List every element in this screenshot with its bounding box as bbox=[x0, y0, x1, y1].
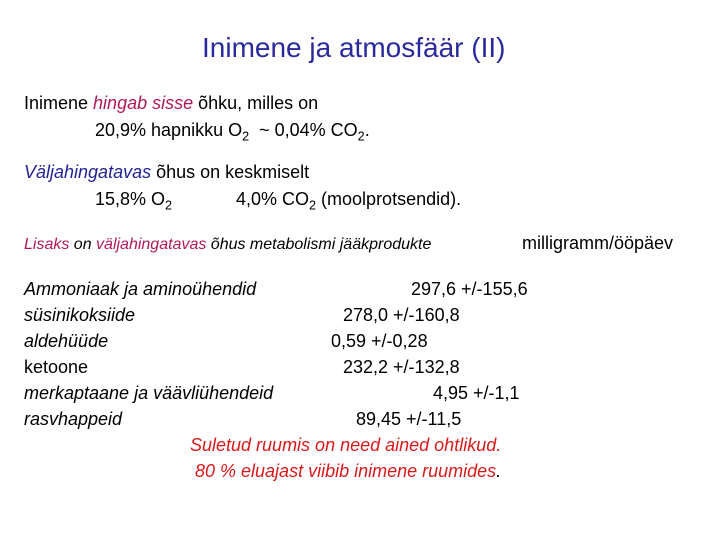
metabolite-value: 278,0 +/-160,8 bbox=[343, 305, 460, 325]
metabolites-heading-mid: on bbox=[69, 236, 97, 253]
metabolite-name: Ammoniaak ja aminoühendid bbox=[24, 279, 257, 299]
intro-text-pre: Inimene bbox=[24, 93, 94, 113]
oxygen-percent: 20,9% hapnikku O bbox=[95, 120, 243, 140]
metabolite-value: 0,59 +/-0,28 bbox=[331, 331, 428, 351]
intro-line-2 bbox=[95, 120, 370, 144]
exhale-unit-note: (moolprotsendid). bbox=[316, 189, 462, 209]
conclusion-line-1: Suletud ruumis on need ained ohtlikud. bbox=[190, 435, 502, 455]
intro-line-1 bbox=[24, 93, 318, 114]
intro-text-post: õhku, milles on bbox=[193, 93, 319, 113]
exhale-text-post: õhus on keskmiselt bbox=[151, 162, 310, 182]
exhale-o2-subscript: 2 bbox=[165, 198, 173, 213]
metabolite-value: 89,45 +/-11,5 bbox=[356, 409, 462, 429]
metabolites-heading bbox=[24, 236, 431, 254]
metabolite-name: süsinikoksiide bbox=[24, 305, 136, 325]
metabolite-value: 232,2 +/-132,8 bbox=[343, 357, 460, 377]
conclusion-period: . bbox=[496, 461, 502, 481]
conclusion-statement: 80 % eluajast viibib inimene ruumides bbox=[195, 461, 497, 481]
conclusion-line-2 bbox=[195, 461, 501, 482]
slide-title: Inimene ja atmosfäär (II) bbox=[202, 32, 506, 63]
unit-label: milligramm/ööpäev bbox=[522, 233, 674, 253]
intro-emphasis-inhale: hingab sisse bbox=[93, 93, 194, 113]
metabolites-heading-post: õhus metabolismi jääkprodukte bbox=[206, 236, 432, 253]
co2-percent: ~ 0,04% CO bbox=[249, 120, 358, 140]
exhale-o2 bbox=[95, 189, 173, 213]
oxygen-subscript: 2 bbox=[242, 129, 250, 144]
metabolites-heading-lead: Lisaks bbox=[24, 236, 70, 253]
co2-subscript: 2 bbox=[357, 129, 365, 144]
exhale-o2-value: 15,8% O bbox=[95, 189, 166, 209]
metabolite-name: merkaptaane ja väävliühendeid bbox=[24, 383, 274, 403]
metabolite-name: ketoone bbox=[24, 357, 89, 377]
exhale-co2-value: 4,0% CO bbox=[236, 189, 310, 209]
metabolites-heading-emphasis: väljahingatavas bbox=[96, 236, 207, 253]
exhale-co2-subscript: 2 bbox=[309, 198, 317, 213]
metabolite-name: rasvhappeid bbox=[24, 409, 123, 429]
metabolite-value: 4,95 +/-1,1 bbox=[433, 383, 520, 403]
exhale-co2 bbox=[236, 189, 462, 213]
metabolite-value: 297,6 +/-155,6 bbox=[411, 279, 528, 299]
exhale-line-1 bbox=[24, 162, 309, 183]
intro-period: . bbox=[364, 120, 370, 140]
metabolite-name: aldehüüde bbox=[24, 331, 109, 351]
exhale-emphasis: Väljahingatavas bbox=[24, 162, 152, 182]
